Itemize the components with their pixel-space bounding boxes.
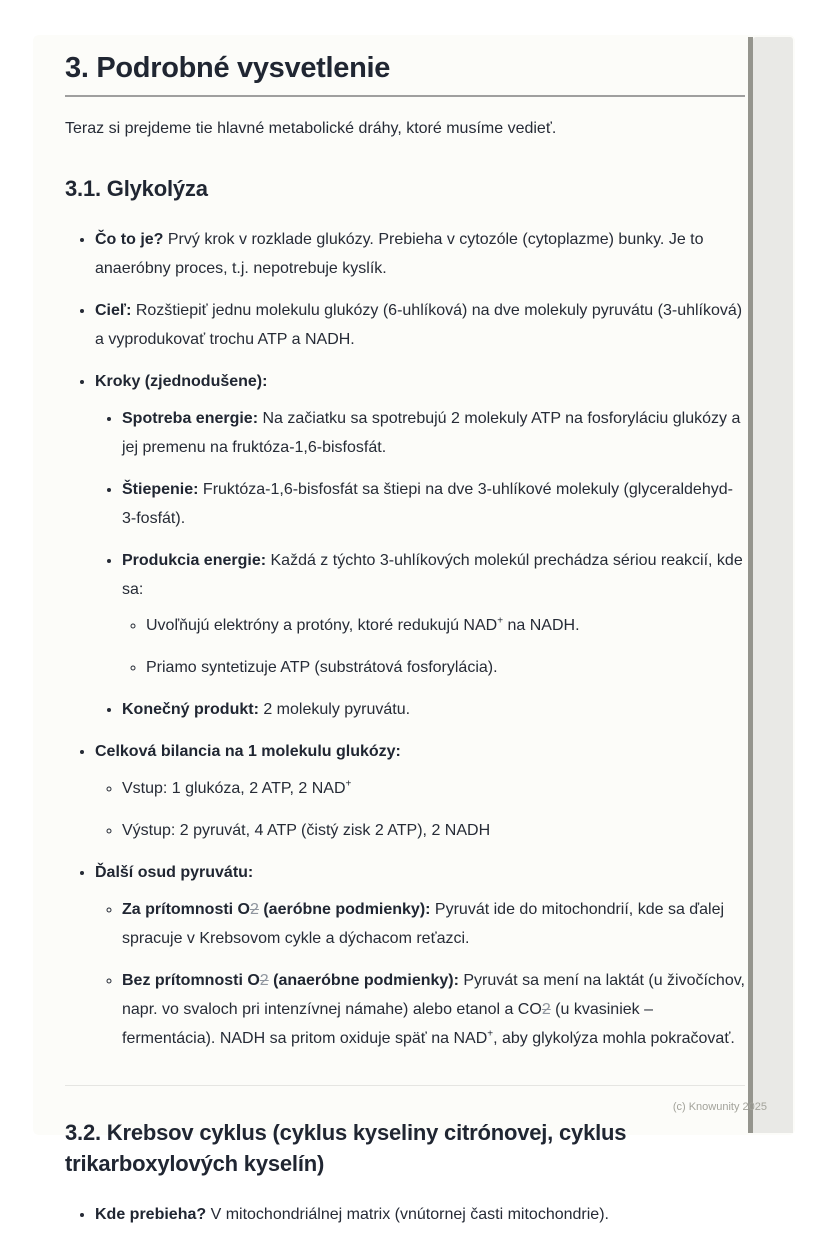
scrollbar-track[interactable] bbox=[753, 37, 793, 1133]
scrollbar-thumb[interactable] bbox=[748, 37, 753, 1133]
text-run: Výstup: 2 pyruvát, 4 ATP (čistý zisk 2 ATP), 2 NADH bbox=[122, 822, 491, 839]
bold-term: Cieľ: bbox=[95, 302, 132, 319]
list-item-spotreba bbox=[122, 404, 745, 462]
sup-plus: + bbox=[497, 615, 504, 627]
text-run: Prvý krok v rozklade glukózy. Prebieha v cytozóle (cytoplazme) bunky. Je to anaeróbny proces, t.j. nepotrebuje kyslík. bbox=[95, 231, 704, 277]
bold-term: Konečný produkt: bbox=[122, 701, 259, 718]
list-item-osud bbox=[95, 858, 745, 1053]
bilancia-sublist bbox=[95, 774, 745, 845]
text-run: na NADH. bbox=[503, 617, 580, 634]
bold-term: Čo to je? bbox=[95, 231, 164, 248]
list-item-ciel bbox=[95, 296, 745, 354]
document-page bbox=[33, 35, 795, 1223]
list-item-kde-prebieha bbox=[95, 1200, 745, 1229]
text-run: (u kvasiniek – fermentácia). NADH sa pritom oxiduje späť na NAD bbox=[122, 1001, 653, 1047]
text-run: Uvoľňujú elektróny a protóny, ktoré redukujú NAD bbox=[146, 617, 498, 634]
page-title: 3. Podrobné vysvetlenie bbox=[65, 52, 391, 84]
bold-term: Za prítomnosti O bbox=[122, 901, 250, 918]
sup-plus: + bbox=[487, 1028, 494, 1040]
footer-copyright: (c) Knowunity 2025 bbox=[672, 1101, 767, 1113]
bold-term: (aeróbne podmienky): bbox=[258, 901, 431, 918]
osud-sublist bbox=[95, 895, 745, 1053]
bold-term: Produkcia energie: bbox=[122, 552, 267, 569]
list-item-kroky bbox=[95, 367, 745, 724]
text-run: V mitochondriálnej matrix (vnútornej časti mitochondrie). bbox=[206, 1206, 609, 1223]
text-run: Každá z týchto 3-uhlíkových molekúl prechádza sériou reakcií, kde sa: bbox=[122, 552, 743, 598]
kroky-sublist bbox=[95, 404, 745, 724]
bold-term: Kroky (zjednodušene): bbox=[95, 373, 268, 390]
bold-term: Kde prebieha? bbox=[95, 1206, 207, 1223]
list-item-co-to-je bbox=[95, 225, 745, 283]
text-run: Priamo syntetizuje ATP (substrátová fosforylácia). bbox=[146, 659, 498, 676]
text-run: 2 molekuly pyruvátu. bbox=[258, 701, 411, 718]
list-item-produkcia bbox=[122, 546, 745, 682]
text-run: , aby glykolýza mohla pokračovať. bbox=[493, 1030, 735, 1047]
list-item-vystup bbox=[122, 816, 745, 845]
bold-term: (anaeróbne podmienky): bbox=[268, 972, 459, 989]
list-item-vstup bbox=[122, 774, 745, 803]
produkcia-sublist bbox=[122, 611, 745, 682]
list-item-elektrony bbox=[146, 611, 745, 640]
bold-term: Spotreba energie: bbox=[122, 410, 259, 427]
list-item-bilancia bbox=[95, 737, 745, 845]
sup-plus: + bbox=[345, 778, 352, 790]
title-rule bbox=[65, 95, 745, 97]
list-item-priamo-atp bbox=[146, 653, 745, 682]
section-divider bbox=[65, 1085, 745, 1086]
text-run: Pyruvát ide do mitochondrií, kde sa ďalej spracuje v Krebsovom cykle a dýchacom reťazci. bbox=[122, 901, 725, 947]
krebs-list bbox=[65, 1200, 745, 1229]
struck-subscript-two: 2 bbox=[259, 972, 269, 989]
text-run: Fruktóza-1,6-bisfosfát sa štiepi na dve 3-uhlíkové molekuly (glyceraldehyd-3-fosfát). bbox=[122, 481, 733, 527]
struck-subscript-two: 2 bbox=[541, 1001, 551, 1018]
list-item-stiepenie bbox=[122, 475, 745, 533]
list-item-aerobne bbox=[122, 895, 745, 953]
intro-paragraph: Teraz si prejdeme tie hlavné metabolické dráhy, ktoré musíme vedieť. bbox=[65, 120, 557, 137]
text-run: Pyruvát sa mení na laktát (u živočíchov, napr. vo svaloch pri intenzívnej námahe) alebo etanol a CO bbox=[122, 972, 745, 1018]
list-item-anaerobne bbox=[122, 966, 745, 1053]
heading-3-2: 3.2. Krebsov cyklus (cyklus kyseliny citrónovej, cyklus trikarboxylových kyselín) bbox=[65, 1120, 627, 1176]
bold-term: Celková bilancia na 1 molekulu glukózy: bbox=[95, 743, 401, 760]
heading-3-1: 3.1. Glykolýza bbox=[65, 176, 208, 201]
text-run: Vstup: 1 glukóza, 2 ATP, 2 NAD bbox=[122, 780, 346, 797]
document-content bbox=[65, 45, 745, 1242]
text-run: Na začiatku sa spotrebujú 2 molekuly ATP na fosforyláciu glukózy a jej premenu na fruktóza-1,6-bisfosfát. bbox=[122, 410, 741, 456]
glycolysis-list bbox=[65, 225, 745, 1053]
struck-subscript-two: 2 bbox=[250, 901, 259, 918]
bold-term: Štiepenie: bbox=[122, 481, 199, 498]
text-run: Rozštiepiť jednu molekulu glukózy (6-uhlíková) na dve molekuly pyruvátu (3-uhlíková) a vyprodukovať trochu ATP a NADH. bbox=[95, 302, 743, 348]
bold-term: Ďalší osud pyruvátu: bbox=[95, 864, 254, 881]
bold-term: Bez prítomnosti O bbox=[122, 972, 260, 989]
list-item-konecny-produkt bbox=[122, 695, 745, 724]
